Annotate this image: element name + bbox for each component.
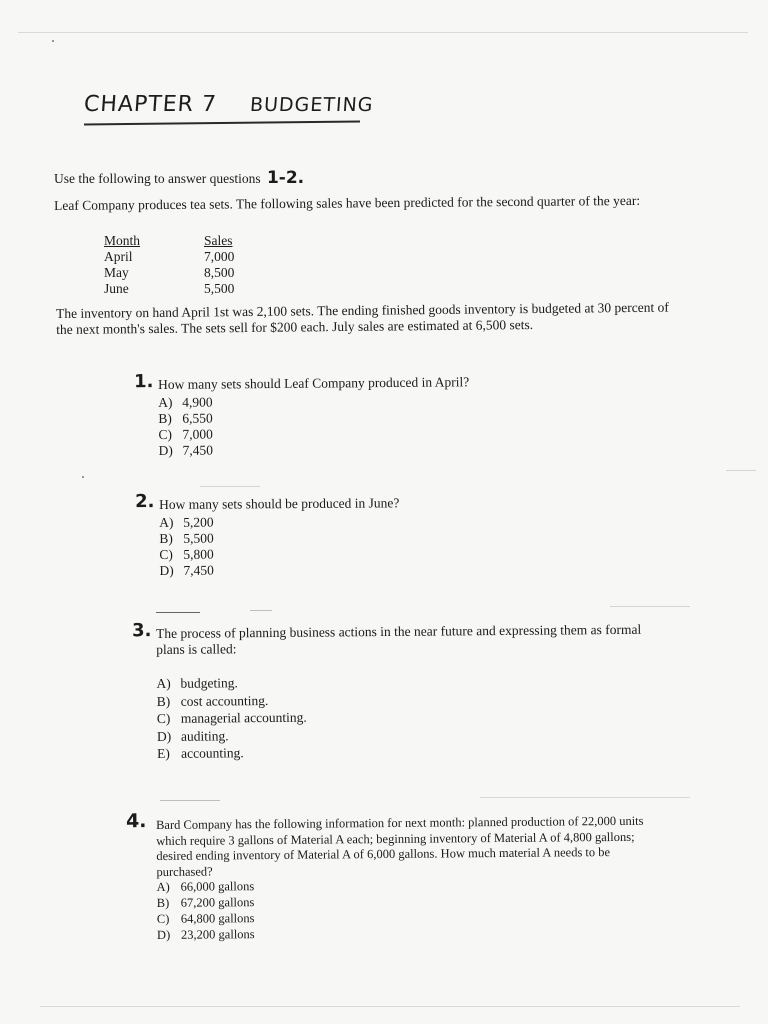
- answer-option: C) 7,000: [158, 426, 213, 442]
- sales-table-month: June: [104, 281, 129, 296]
- question-3: [131, 620, 642, 764]
- inventory-paragraph: [56, 300, 669, 338]
- question-stem: which require 3 gallons of Material A each; beginning inventory of Material A of 4,800 gallons;: [156, 829, 635, 848]
- answer-option: B) cost accounting.: [156, 692, 269, 709]
- answer-option: C) 64,800 gallons: [156, 911, 255, 926]
- sales-table-header-month: Month: [104, 233, 141, 248]
- sales-table: [104, 233, 234, 297]
- sales-table-header-row: [104, 233, 234, 249]
- question-stem: plans is called:: [156, 641, 237, 657]
- question-number: 2.: [134, 491, 155, 513]
- answer-option: A) 4,900: [158, 394, 213, 410]
- question-stem: How many sets should be produced in June?: [159, 495, 400, 512]
- question-number: 3.: [131, 620, 152, 642]
- answer-option: D) auditing.: [156, 727, 229, 744]
- sales-table-value: 8,500: [204, 265, 235, 280]
- question-stem: Bard Company has the following information for next month: planned production of 22,000 units: [156, 813, 644, 832]
- answer-options: [156, 672, 642, 764]
- inventory-line: The inventory on hand April 1st was 2,100 sets. The ending finished goods inventory is budgeted at 30 percent of: [56, 299, 669, 321]
- answer-options: [157, 876, 645, 944]
- inventory-line: the next month's sales. The sets sell for $200 each. July sales are estimated at 6,500 sets.: [56, 317, 534, 337]
- question-2: [134, 491, 400, 579]
- answer-options: [159, 513, 400, 579]
- sales-table-row: [104, 281, 234, 297]
- scan-artifact-divider-6: [480, 797, 690, 798]
- chapter-underline: [84, 121, 360, 126]
- scan-artifact-divider-5: [160, 800, 220, 801]
- answer-option: C) 5,800: [159, 546, 214, 562]
- question-stem: purchased?: [156, 864, 213, 879]
- scan-artifact-divider-3: [250, 610, 272, 611]
- intro-question-range: 1-2.: [266, 168, 305, 188]
- question-4: [125, 810, 645, 944]
- answer-option: B) 67,200 gallons: [156, 895, 255, 910]
- scan-artifact-divider-2: [156, 612, 200, 613]
- context-paragraph: Leaf Company produces tea sets. The following sales have been predicted for the second quarter of the year:: [54, 192, 641, 213]
- scan-artifact-divider-1: [200, 486, 260, 487]
- answer-option: B) 5,500: [159, 530, 214, 546]
- question-number: 4.: [125, 810, 147, 833]
- sales-table-row: [104, 265, 234, 281]
- scan-artifact-divider-4: [610, 606, 690, 607]
- chapter-title: CHAPTER 7: [83, 92, 218, 117]
- answer-option: D) 7,450: [159, 562, 214, 578]
- chapter-header: [83, 92, 375, 128]
- answer-option: A) 66,000 gallons: [156, 879, 255, 894]
- question-stem: The process of planning business actions in the near future and expressing them as formal: [156, 621, 642, 641]
- answer-option: D) 7,450: [158, 442, 214, 458]
- answer-options: [158, 392, 470, 459]
- answer-option: A) 5,200: [159, 514, 214, 530]
- answer-option: B) 6,550: [158, 410, 213, 426]
- answer-option: E) accounting.: [157, 745, 244, 761]
- sales-table-value: 5,500: [204, 281, 235, 296]
- answer-option: C) managerial accounting.: [156, 709, 307, 726]
- scan-artifact-top: [18, 32, 748, 33]
- answer-option: D) 23,200 gallons: [156, 927, 255, 942]
- answer-option: A) budgeting.: [156, 675, 238, 691]
- question-stem: desired ending inventory of Material A of 6,000 gallons. How much material A needs to be: [156, 845, 611, 863]
- sales-table-row: [104, 249, 234, 265]
- chapter-topic: BUDGETING: [249, 94, 375, 116]
- scan-speck: [82, 476, 84, 478]
- sales-table-value: 7,000: [204, 249, 235, 264]
- sales-table-header-sales: Sales: [204, 233, 233, 248]
- question-stem: How many sets should Leaf Company produced in April?: [158, 374, 470, 392]
- question-1: [133, 371, 470, 459]
- scan-artifact-bottom: [40, 1006, 740, 1007]
- scan-speck: [52, 40, 54, 42]
- question-number: 1.: [133, 371, 154, 393]
- sales-table-month: May: [104, 265, 129, 280]
- sales-table-month: April: [104, 249, 133, 264]
- intro-text: Use the following to answer questions: [54, 171, 261, 186]
- scan-artifact-side: [726, 470, 756, 471]
- intro-line: [54, 170, 304, 187]
